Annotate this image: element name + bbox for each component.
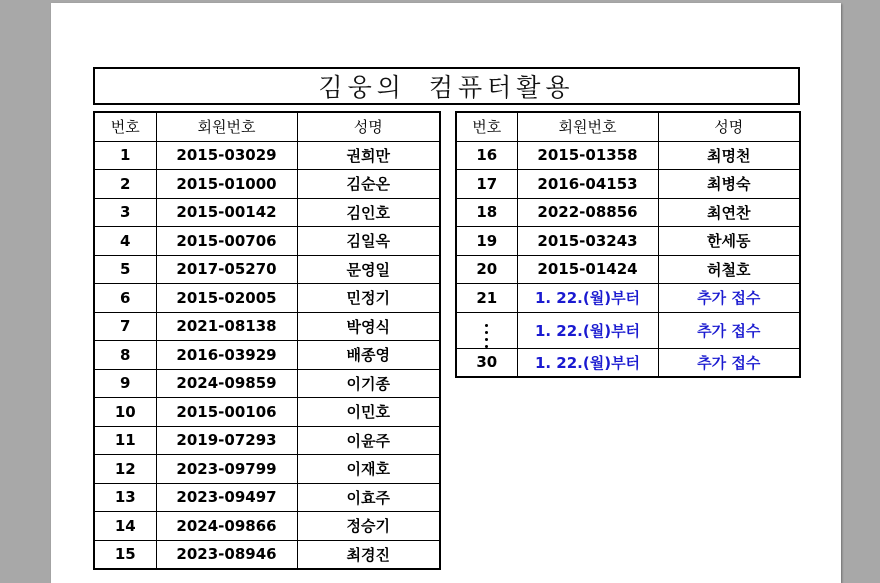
row-name: 이윤주	[297, 426, 440, 455]
table-row	[94, 512, 440, 541]
row-member-id: 1. 22.(월)부터	[517, 348, 658, 377]
row-member-id: 1. 22.(월)부터	[517, 312, 658, 348]
table-row	[456, 348, 800, 377]
table-row	[456, 141, 800, 170]
ellipsis-cell	[456, 312, 517, 348]
row-name: 최병숙	[658, 170, 800, 199]
table-row	[94, 426, 440, 455]
row-name: 추가 접수	[658, 284, 800, 313]
row-number: 11	[94, 426, 156, 455]
table-row	[94, 455, 440, 484]
header-name: 성명	[297, 112, 440, 141]
row-number: 20	[456, 255, 517, 284]
row-member-id: 2015-00106	[156, 398, 297, 427]
row-name: 이기종	[297, 369, 440, 398]
row-name: 정승기	[297, 512, 440, 541]
row-name: 박영식	[297, 312, 440, 341]
left-table-body	[94, 141, 440, 569]
row-number: 6	[94, 284, 156, 313]
row-name: 허철호	[658, 255, 800, 284]
row-number: 14	[94, 512, 156, 541]
row-number: 2	[94, 170, 156, 199]
right-table-body	[456, 141, 800, 284]
row-name: 최명천	[658, 141, 800, 170]
row-member-id: 2015-01358	[517, 141, 658, 170]
table-row	[94, 170, 440, 199]
row-number: 10	[94, 398, 156, 427]
row-member-id: 2016-04153	[517, 170, 658, 199]
table-header-row	[456, 112, 800, 141]
row-name: 이민호	[297, 398, 440, 427]
row-member-id: 2024-09859	[156, 369, 297, 398]
header-number: 번호	[94, 112, 156, 141]
table-row	[94, 255, 440, 284]
row-member-id: 2015-03243	[517, 227, 658, 256]
row-number: 3	[94, 198, 156, 227]
row-member-id: 2015-01000	[156, 170, 297, 199]
row-number: 8	[94, 341, 156, 370]
table-row	[94, 483, 440, 512]
header-member-id: 회원번호	[517, 112, 658, 141]
header-member-id: 회원번호	[156, 112, 297, 141]
row-name: 권희만	[297, 141, 440, 170]
row-number: 30	[456, 348, 517, 377]
row-member-id: 2019-07293	[156, 426, 297, 455]
row-member-id: 2023-08946	[156, 540, 297, 569]
table-row	[456, 170, 800, 199]
row-number: 4	[94, 227, 156, 256]
row-name: 한세동	[658, 227, 800, 256]
row-member-id: 2015-00142	[156, 198, 297, 227]
row-name: 최연찬	[658, 198, 800, 227]
row-member-id: 1. 22.(월)부터	[517, 284, 658, 313]
row-member-id: 2021-08138	[156, 312, 297, 341]
row-member-id: 2015-00706	[156, 227, 297, 256]
row-member-id: 2023-09799	[156, 455, 297, 484]
table-row	[94, 227, 440, 256]
table-row	[94, 369, 440, 398]
row-number: 16	[456, 141, 517, 170]
row-number: 1	[94, 141, 156, 170]
table-row	[94, 398, 440, 427]
vertical-ellipsis-icon	[485, 324, 488, 348]
table-row	[456, 255, 800, 284]
row-member-id: 2015-01424	[517, 255, 658, 284]
table-row	[456, 198, 800, 227]
row-name: 이효주	[297, 483, 440, 512]
row-number: 13	[94, 483, 156, 512]
row-number: 9	[94, 369, 156, 398]
row-name: 최경진	[297, 540, 440, 569]
row-name: 추가 접수	[658, 312, 800, 348]
row-member-id: 2015-02005	[156, 284, 297, 313]
row-number: 17	[456, 170, 517, 199]
table-row	[94, 141, 440, 170]
row-member-id: 2022-08856	[517, 198, 658, 227]
row-name: 이재호	[297, 455, 440, 484]
row-name: 배종영	[297, 341, 440, 370]
table-row	[94, 341, 440, 370]
document-title: 김웅의 컴퓨터활용	[93, 67, 800, 105]
table-row	[94, 312, 440, 341]
row-name: 김순온	[297, 170, 440, 199]
row-name: 김일옥	[297, 227, 440, 256]
row-number: 12	[94, 455, 156, 484]
table-row	[456, 284, 800, 313]
row-member-id: 2016-03929	[156, 341, 297, 370]
table-row	[94, 198, 440, 227]
row-number: 18	[456, 198, 517, 227]
row-name: 민정기	[297, 284, 440, 313]
row-member-id: 2017-05270	[156, 255, 297, 284]
row-number: 21	[456, 284, 517, 313]
row-member-id: 2023-09497	[156, 483, 297, 512]
table-row	[94, 540, 440, 569]
row-name: 추가 접수	[658, 348, 800, 377]
table-header-row	[94, 112, 440, 141]
table-row	[94, 284, 440, 313]
row-number: 5	[94, 255, 156, 284]
member-table-left	[93, 111, 441, 570]
member-table-right	[455, 111, 801, 378]
row-name: 문영일	[297, 255, 440, 284]
header-name: 성명	[658, 112, 800, 141]
header-number: 번호	[456, 112, 517, 141]
right-table-extra	[456, 284, 800, 378]
row-member-id: 2024-09866	[156, 512, 297, 541]
row-number: 15	[94, 540, 156, 569]
row-name: 김인호	[297, 198, 440, 227]
row-number: 19	[456, 227, 517, 256]
row-member-id: 2015-03029	[156, 141, 297, 170]
table-row	[456, 227, 800, 256]
row-number: 7	[94, 312, 156, 341]
